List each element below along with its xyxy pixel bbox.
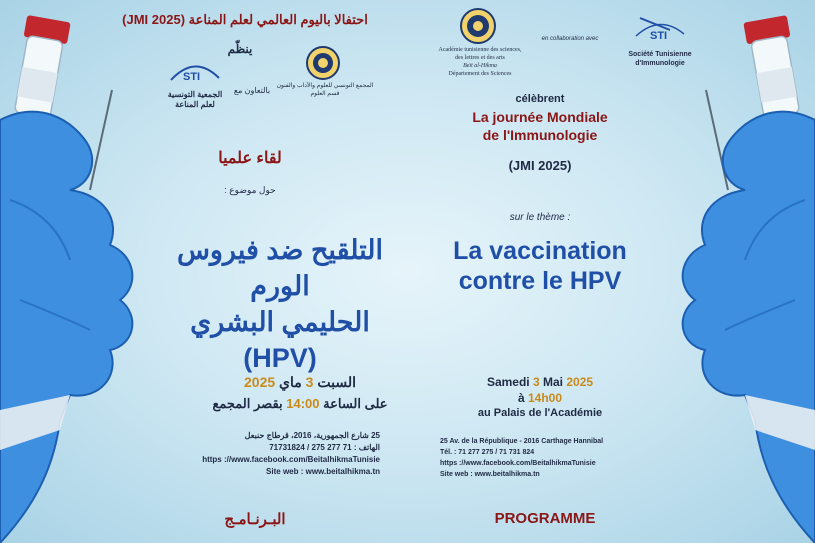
right-journee (455, 108, 625, 144)
left-in-collab-ar: بالتعاون مع (233, 86, 271, 95)
left-date-ar-prefix: السبت (317, 374, 356, 390)
left-time-ar-prefix: على الساعة (323, 396, 388, 411)
right-programme: PROGRAMME (494, 510, 596, 527)
sti-logo-icon (165, 58, 225, 84)
left-title-ar-line1: التلقيح ضد فيروس الورم (176, 235, 384, 301)
beit-ar-name (270, 82, 380, 98)
left-date-ar (200, 374, 400, 391)
right-time-value: 14h00 (528, 391, 563, 405)
left-facebook-link[interactable]: https ://www.facebook.com/BeitalhikmaTunisie (202, 455, 380, 464)
right-contact-block (440, 436, 640, 480)
sti-logo-left (165, 58, 225, 84)
right-vaccine-vial (743, 15, 799, 118)
beit-ar-line2: قسم العلوم (310, 91, 340, 97)
left-date-ar-year: 2025 (244, 374, 276, 390)
right-journee-line1: La journée Mondiale (472, 109, 608, 125)
right-facebook-link[interactable]: https ://www.facebook.com/BeitalhikmaTunisie (440, 460, 596, 467)
academie-line2: des lettres et des arts (455, 55, 505, 61)
right-glove-syringe-illustration (640, 0, 815, 543)
left-about-ar: حول موضوع : (224, 185, 276, 195)
right-theme: sur le thème : (509, 212, 571, 223)
sti-right-name (615, 50, 705, 68)
right-journee-line2: de l'Immunologie (482, 127, 598, 143)
left-meeting-ar: لقاء علميا (218, 150, 282, 167)
left-glove (0, 112, 132, 543)
academie-name (425, 46, 535, 78)
left-date-ar-month: ماي (279, 374, 302, 390)
right-date (470, 375, 610, 389)
academie-line1: Académie tunisienne des sciences, (438, 47, 522, 53)
right-address: 25 Av. de la République - 2016 Carthage Hannibal (440, 438, 604, 445)
left-vaccine-vial (14, 15, 70, 118)
right-jmi: (JMI 2025) (508, 158, 572, 173)
academie-line3: Beït al-Hikma (463, 63, 497, 69)
sti-logo-right (630, 12, 690, 42)
right-place: au Palais de l'Académie (477, 407, 603, 419)
left-header-ar: احتفالا باليوم العالمي لعلم المناعة (JMI 2025) (122, 12, 368, 27)
academie-line4: Département des Sciences (448, 71, 512, 77)
left-time-ar-value: 14:00 (286, 396, 320, 411)
left-organizes-ar: ينظّم (227, 42, 253, 56)
left-title-ar-line2: الحليمي البشري (HPV) (190, 307, 370, 373)
sti-right-line1: Société Tunisienne (628, 51, 692, 58)
right-title (430, 236, 650, 296)
right-celebrent: célèbrent (515, 93, 565, 105)
beit-al-hikma-seal-right (460, 8, 496, 44)
right-title-line2: contre le HPV (458, 267, 622, 295)
right-title-line1: La vaccination (453, 237, 627, 265)
right-date-month: Mai (543, 375, 564, 389)
right-time (500, 391, 580, 405)
right-collab: en collaboration avec (541, 36, 599, 42)
left-glove-syringe-illustration (0, 0, 175, 543)
sti-ar-line2: لعلم المناعة (175, 100, 215, 109)
left-title-ar (150, 232, 410, 376)
svg-text:STI: STI (183, 71, 201, 83)
sti-right-label: STI (650, 30, 668, 42)
right-date-year: 2025 (566, 375, 594, 389)
right-time-prefix: à (517, 391, 525, 405)
left-contact-block (170, 430, 380, 478)
right-date-prefix: Samedi (486, 375, 530, 389)
beit-ar-line1: المجمع التونسي للعلوم والآداب والفنون (276, 83, 374, 89)
right-date-day: 3 (532, 375, 540, 389)
left-place-ar: بقصر المجمع (212, 396, 283, 411)
right-glove (683, 112, 815, 543)
left-time-ar (180, 396, 420, 412)
sti-right-line2: d'Immunologie (635, 60, 685, 67)
sti-ar-line1: الجمعية التونسية (167, 90, 223, 99)
left-address-ar: 25 شارع الجمهورية، 2016، قرطاج حنبعل (244, 431, 380, 440)
sti-ar-name (150, 90, 240, 110)
beit-al-hikma-seal-left (306, 46, 340, 80)
right-website-link[interactable]: Site web : www.beitalhikma.tn (440, 471, 540, 478)
right-phone: Tél. : 71 277 275 / 71 731 824 (440, 449, 535, 456)
left-programme-ar: البـرنـامـج (224, 511, 286, 528)
left-website-link[interactable]: Site web : www.beitalhikma.tn (266, 467, 380, 476)
left-date-ar-day: 3 (305, 374, 314, 390)
left-phone-ar: الهاتف : 71 277 275 / 71731824 (269, 443, 380, 452)
